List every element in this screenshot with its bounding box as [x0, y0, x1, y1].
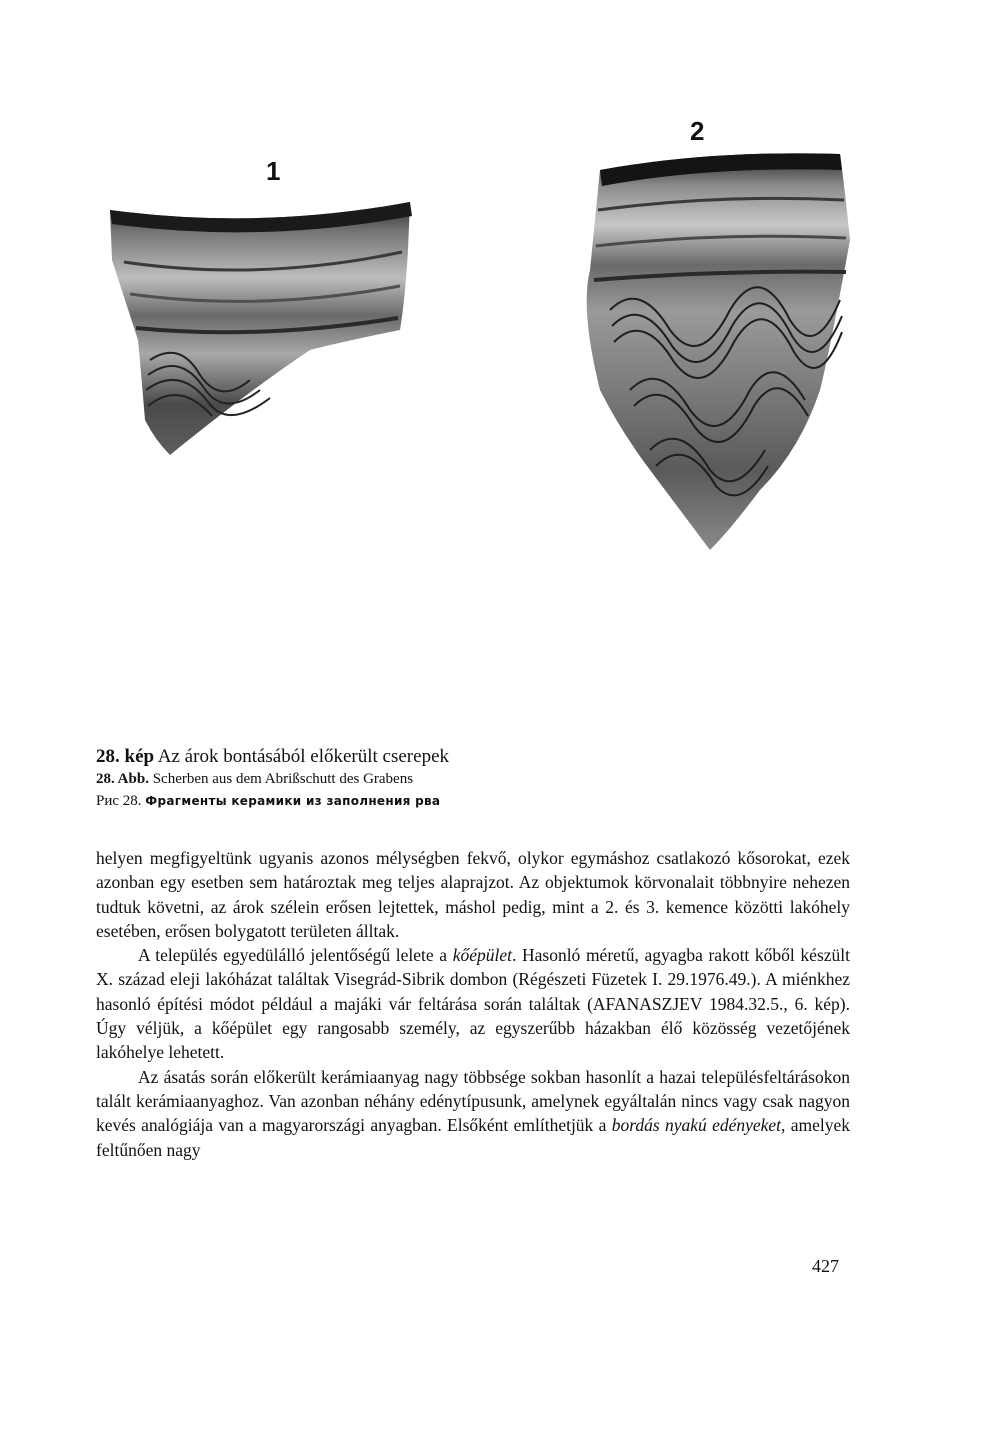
sherd-1-image: [100, 190, 430, 490]
figure-label-1: 1: [266, 156, 281, 186]
paragraph-3-part-b: , amelyek feltűnően nagy: [96, 1115, 851, 1160]
pottery-figure: [100, 110, 860, 670]
caption-russian-number: Рис 28.: [96, 793, 142, 809]
paragraph-1: helyen megfigyeltünk ugyanis azonos mélységben fekvő, olykor egymáshoz csatlakozó kősorokat, ezek azonban egy esetben sem határoztak meg teljes alaprajzot. Az objektumok körvonalait többnyire nehezen tudtuk követni, az árok szélein erősen lejtettek, máshol pedig, mint a 2. és 3. kemence közötti lakóhely esetében, erősen bolygatott területen álltak.: [96, 848, 850, 941]
caption-russian-text: Фрагменты керамики из заполнения рва: [145, 794, 441, 808]
caption-german: [96, 768, 856, 790]
figure-label-2: 2: [690, 116, 705, 146]
page-number: 427: [812, 1256, 839, 1276]
paragraph-3: [96, 1065, 850, 1162]
caption-german-text: Scherben aus dem Abrißschutt des Grabens: [152, 771, 414, 787]
paragraph-3-part-a: Az ásatás során előkerült kerámiaanyag nagy többsége sokban hasonlít a hazai településfeltárásokon talált kerámiaanyaghoz. Van azonban néhány edénytípusunk, amelynek egyáltalán nincs vagy csak nagyon kevés analógiája van a magyarországi anyagban. Elsőként említhetjük a: [96, 1066, 850, 1136]
caption-hungarian-number: 28. kép: [96, 746, 155, 767]
paragraph-2-emphasis: kőépület: [452, 945, 512, 966]
paragraph-2-part-b: . Hasonló méretű, agyagba rakott kőből készült X. század eleji lakóházat találtak Visegrád-Sibrik dombon (Régészeti Füzetek I. 29.1976.49.). A miénkhez hasonló építési módot például a majáki vár feltárása során találtak (AFANASZJEV 1984.32.5., 6. kép). Úgy véljük, a kőépület egy rangosabb személy, az egyszerűbb házakban élő közösség vezetőjének lakóhelye lehetett.: [96, 945, 850, 1063]
figure-caption: [96, 746, 856, 812]
body-text: [96, 846, 850, 1162]
caption-german-number: 28. Abb.: [96, 771, 149, 787]
caption-hungarian: [96, 746, 856, 768]
sherd-2-image: [560, 150, 860, 570]
paragraph-2: [96, 943, 850, 1064]
caption-russian: [96, 790, 856, 812]
caption-hungarian-text: Az árok bontásából előkerült cserepek: [157, 746, 449, 767]
paragraph-2-part-a: A település egyedülálló jelentőségű lelete a: [138, 945, 453, 966]
paragraph-3-emphasis: bordás nyakú edényeket: [611, 1115, 782, 1136]
